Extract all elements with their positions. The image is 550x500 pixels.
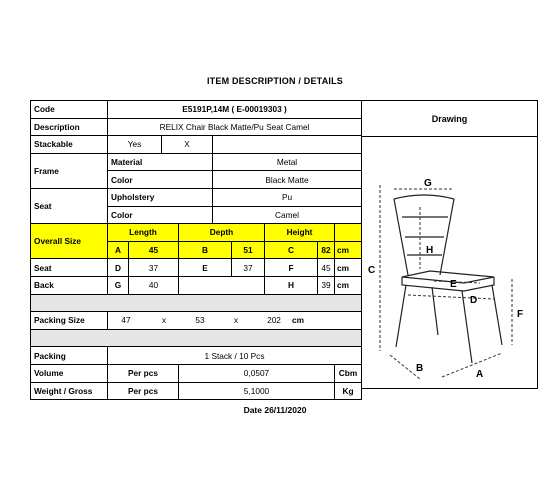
overall-size-label: Overall Size	[31, 224, 108, 259]
chair-outline	[394, 195, 502, 363]
drawing-area	[362, 137, 538, 389]
dim-f-label: F	[265, 259, 318, 277]
frame-color-value: Black Matte	[213, 171, 362, 189]
packing-height: 202	[267, 315, 281, 326]
frame-label: Frame	[31, 153, 108, 188]
dim-a-value: 45	[129, 241, 179, 259]
back-dims-unit: cm	[335, 276, 362, 294]
label-g: G	[424, 178, 432, 189]
overall-unit: cm	[335, 241, 362, 259]
spacer-row-2	[31, 329, 362, 347]
back-dims-row	[31, 276, 362, 294]
seat-color-value: Camel	[213, 206, 362, 224]
frame-material-row	[31, 153, 362, 171]
dim-b-value: 51	[232, 241, 265, 259]
seat-label: Seat	[31, 188, 108, 223]
code-row	[31, 101, 362, 119]
height-label: Height	[265, 224, 335, 242]
frame-material-label: Material	[108, 153, 213, 171]
seat-upholstery-row	[31, 188, 362, 206]
label-h: H	[426, 245, 434, 256]
packing-x2: x	[233, 315, 239, 326]
frame-color-label: Color	[108, 171, 213, 189]
overall-header-row	[31, 224, 362, 242]
stackable-empty	[213, 136, 362, 154]
drawing-panel	[361, 100, 538, 389]
stackable-row	[31, 136, 362, 154]
seat-dims-row	[31, 259, 362, 277]
label-e: E	[450, 279, 457, 290]
dim-f-value: 45	[318, 259, 335, 277]
spacer-row	[31, 294, 362, 312]
volume-value: 0,0507	[179, 364, 335, 382]
label-f: F	[517, 309, 524, 320]
volume-per: Per pcs	[108, 364, 179, 382]
packing-value: 1 Stack / 10 Pcs	[108, 347, 362, 365]
label-c: C	[368, 265, 376, 276]
packing-length: 47	[121, 315, 131, 326]
dim-h-value: 39	[318, 276, 335, 294]
dim-e-label: E	[179, 259, 232, 277]
seat-color-label: Color	[108, 206, 213, 224]
weight-label: Weight / Gross	[31, 382, 108, 400]
dimension-lines	[380, 185, 512, 379]
volume-row	[31, 364, 362, 382]
packing-label: Packing	[31, 347, 108, 365]
seat-upholstery-value: Pu	[213, 188, 362, 206]
dim-c-label: C	[265, 241, 318, 259]
dim-e-value: 37	[232, 259, 265, 277]
frame-material-value: Metal	[213, 153, 362, 171]
stackable-label: Stackable	[31, 136, 108, 154]
chair-drawing	[362, 137, 537, 383]
back-dims-label: Back	[31, 276, 108, 294]
seat-dims-unit: cm	[335, 259, 362, 277]
stackable-yes: Yes	[108, 136, 162, 154]
packing-unit: cm	[292, 315, 304, 326]
stackable-mark: X	[162, 136, 213, 154]
overall-header-empty	[335, 224, 362, 242]
weight-per: Per pcs	[108, 382, 179, 400]
dim-a-label: A	[108, 241, 129, 259]
description-label: Description	[31, 118, 108, 136]
spec-table	[30, 100, 362, 400]
description-value: RELIX Chair Black Matte/Pu Seat Camel	[108, 118, 362, 136]
dim-b-label: B	[179, 241, 232, 259]
code-value: E5191P,14M ( E-00019303 )	[108, 101, 362, 119]
label-d: D	[470, 295, 478, 306]
weight-unit: Kg	[335, 382, 362, 400]
dim-g-label: G	[108, 276, 129, 294]
label-a: A	[476, 369, 484, 380]
label-b: B	[416, 363, 424, 374]
packing-x1: x	[161, 315, 167, 326]
drawing-header: Drawing	[362, 101, 538, 137]
volume-unit: Cbm	[335, 364, 362, 382]
date-footer: Date 26/11/2020	[243, 405, 307, 415]
seat-dims-label: Seat	[31, 259, 108, 277]
description-row	[31, 118, 362, 136]
packing-size-values	[108, 312, 361, 328]
dim-d-label: D	[108, 259, 129, 277]
length-label: Length	[108, 224, 179, 242]
back-dims-empty	[179, 276, 265, 294]
depth-label: Depth	[179, 224, 265, 242]
dim-h-label: H	[265, 276, 318, 294]
packing-row	[31, 347, 362, 365]
seat-upholstery-label: Upholstery	[108, 188, 213, 206]
volume-label: Volume	[31, 364, 108, 382]
dim-d-value: 37	[129, 259, 179, 277]
packing-size-label: Packing Size	[31, 312, 108, 330]
dim-g-value: 40	[129, 276, 179, 294]
dim-c-value: 82	[318, 241, 335, 259]
page-title: ITEM DESCRIPTION / DETAILS	[206, 76, 344, 86]
packing-width: 53	[195, 315, 205, 326]
weight-value: 5,1000	[179, 382, 335, 400]
packing-size-row	[31, 312, 362, 330]
weight-row	[31, 382, 362, 400]
code-label: Code	[31, 101, 108, 119]
